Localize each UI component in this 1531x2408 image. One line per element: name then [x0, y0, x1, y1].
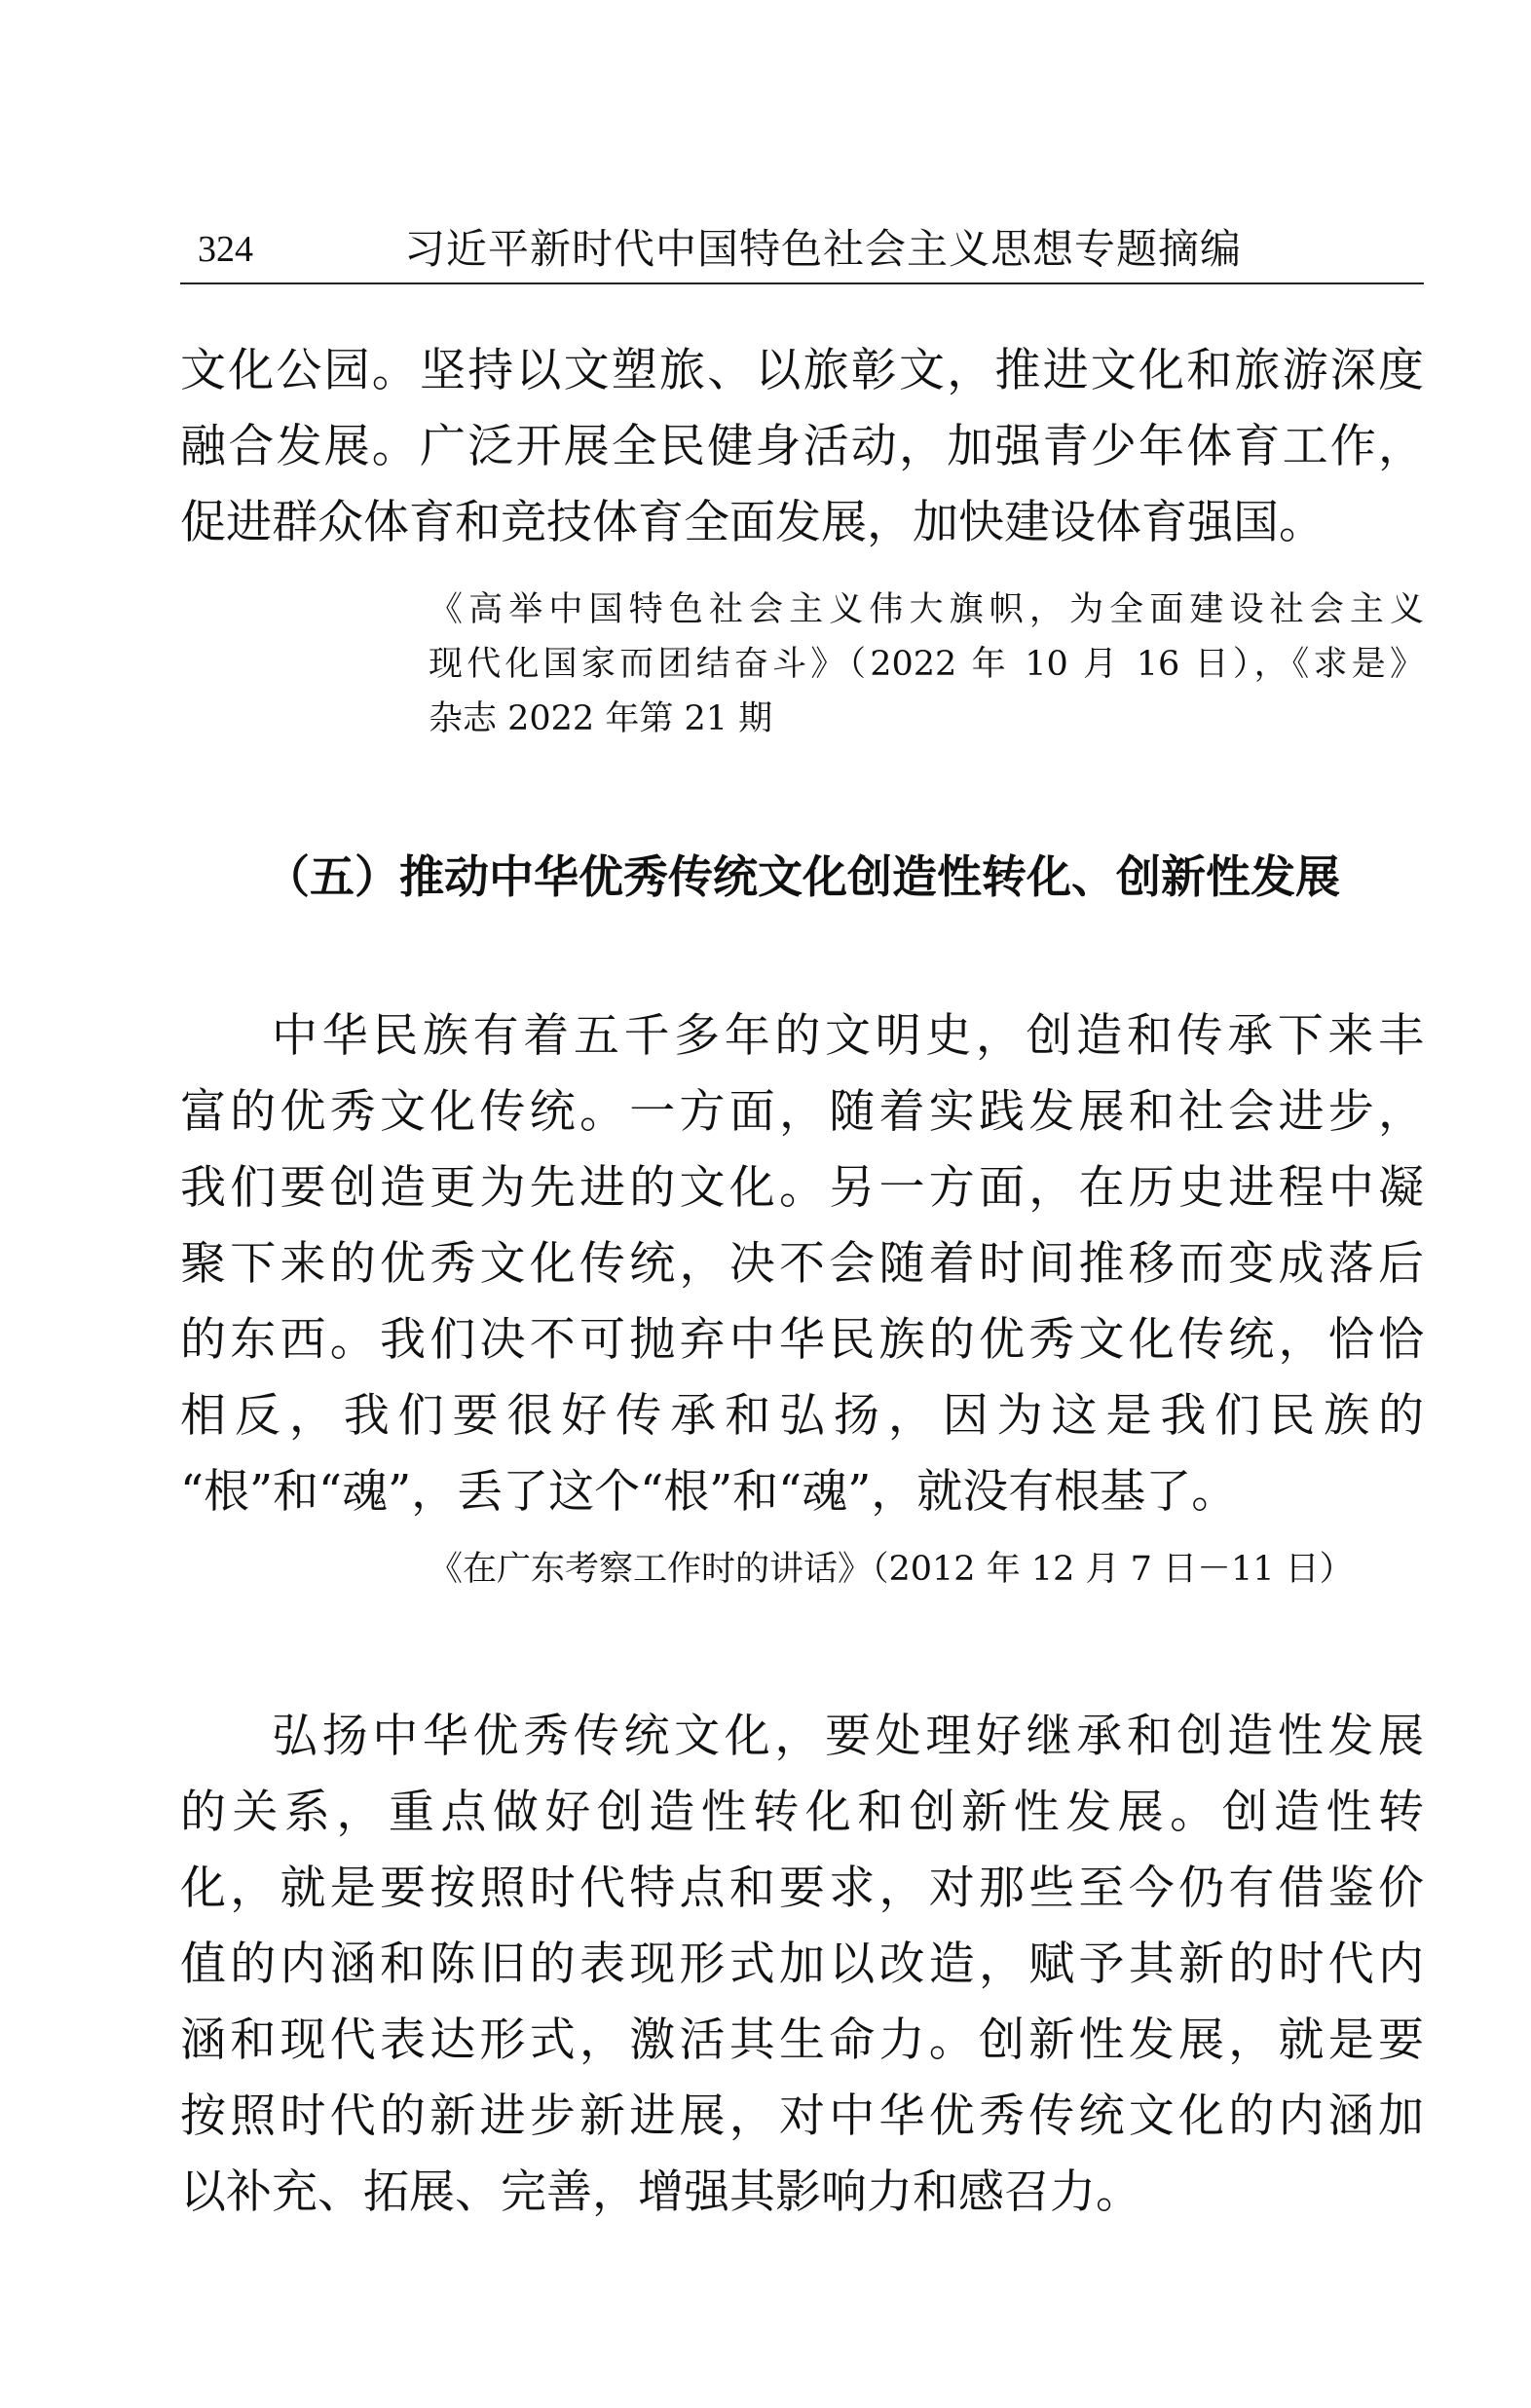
text-line: 我们要创造更为先进的文化。另一方面，在历史进程中凝	[180, 1161, 1424, 1215]
citation-line: 《在广东考察工作时的讲话》（2012 年 12 月 7 日－11 日）	[429, 1550, 1354, 1589]
paragraph-continuation	[180, 333, 1424, 561]
running-title: 习近平新时代中国特色社会主义思想专题摘编	[404, 225, 1243, 273]
text-line: 聚下来的优秀文化传统，决不会随着时间推移而变成落后	[180, 1237, 1424, 1291]
text-line: 文化公园。坚持以文塑旅、以旅彰文，推进文化和旅游深度	[180, 344, 1424, 397]
citation-source-1	[429, 583, 1424, 746]
page-number: 324	[198, 229, 253, 270]
text-line: “根”和“魂”，丢了这个“根”和“魂”，就没有根基了。	[180, 1465, 1238, 1519]
text-line: 富的优秀文化传统。一方面，随着实践发展和社会进步，	[180, 1085, 1424, 1139]
text-line: 中华民族有着五千多年的文明史，创造和传承下来丰	[272, 1009, 1424, 1063]
paragraph-2	[180, 1699, 1424, 2231]
text-line: 以补充、拓展、完善，增强其影响力和感召力。	[180, 2165, 1141, 2219]
text-line: 促进群众体育和竞技体育全面发展，加快建设体育强国。	[180, 496, 1325, 549]
running-header	[180, 222, 1424, 284]
text-line: 弘扬中华优秀传统文化，要处理好继承和创造性发展	[272, 1710, 1424, 1763]
text-line: 融合发展。广泛开展全民健身活动，加强青少年体育工作，	[180, 420, 1424, 473]
section-heading: （五）推动中华优秀传统文化创造性转化、创新性发展	[265, 850, 1340, 903]
text-line: 相反，我们要很好传承和弘扬，因为这是我们民族的	[180, 1389, 1424, 1443]
citation-line: 《高举中国特色社会主义伟大旗帜，为全面建设社会主义	[429, 590, 1424, 629]
text-line: 值的内涵和陈旧的表现形式加以改造，赋予其新的时代内	[180, 1938, 1424, 1991]
paragraph-1	[180, 998, 1424, 1530]
citation-line: 杂志 2022 年第 21 期	[429, 699, 773, 738]
text-line: 按照时代的新进步新进展，对中华优秀传统文化的内涵加	[180, 2089, 1424, 2143]
citation-line: 现代化国家而团结奋斗》（2022 年 10 月 16 日），《求是》	[429, 645, 1424, 684]
citation-source-2	[429, 1542, 1424, 1597]
text-line: 涵和现代表达形式，激活其生命力。创新性发展，就是要	[180, 2013, 1424, 2067]
text-line: 的东西。我们决不可抛弃中华民族的优秀文化传统，恰恰	[180, 1313, 1424, 1367]
text-line: 的关系，重点做好创造性转化和创新性发展。创造性转	[180, 1786, 1424, 1839]
text-line: 化，就是要按照时代特点和要求，对那些至今仍有借鉴价	[180, 1862, 1424, 1915]
